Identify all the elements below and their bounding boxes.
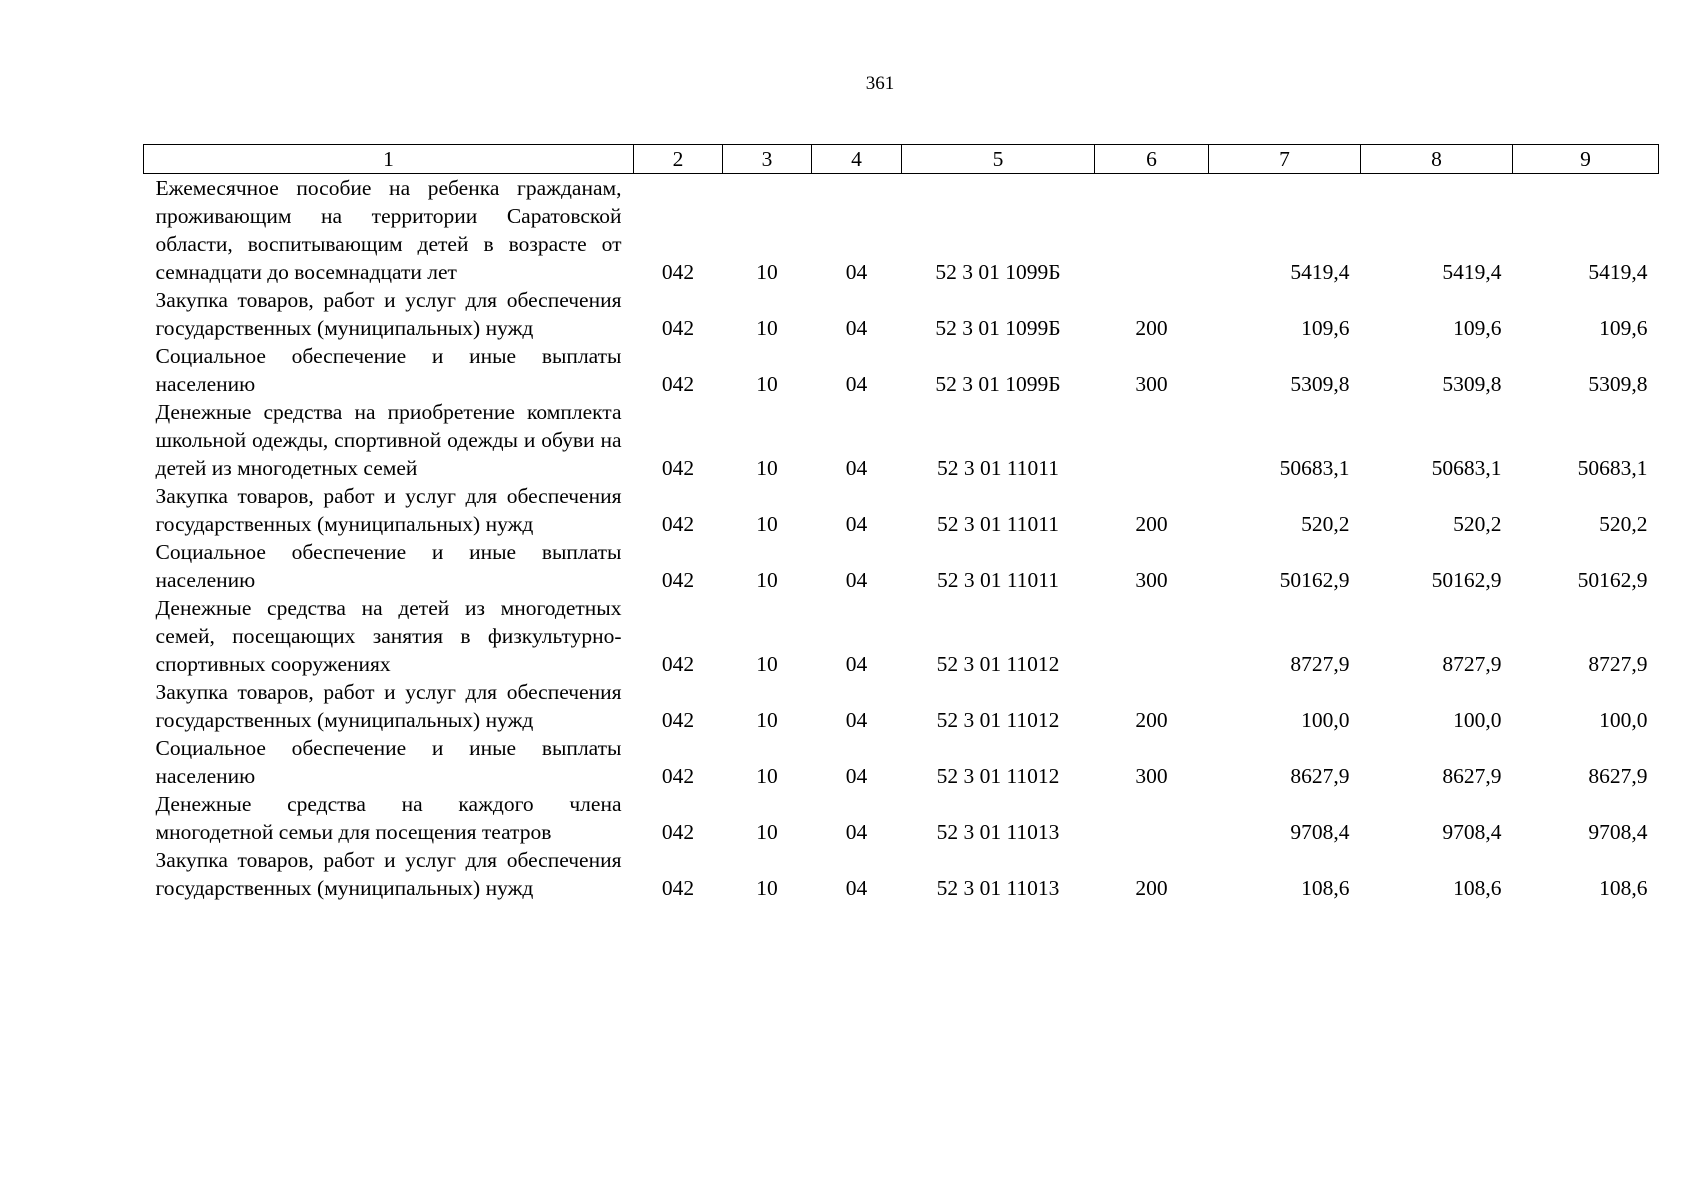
column-header-6: 6 xyxy=(1095,145,1209,174)
cell-ministry-code: 042 xyxy=(661,652,695,676)
table-row xyxy=(144,594,1659,678)
cell-ministry-code: 042 xyxy=(661,708,695,732)
cell-target-article: 52 3 01 11011 xyxy=(936,512,1060,536)
cell-expense-type xyxy=(1095,594,1209,678)
row-name: Закупка товаров, работ и услуг для обеспечения государственных (муниципальных) нужд xyxy=(155,848,622,900)
cell-amount-7: 520,2 xyxy=(1301,512,1350,536)
cell-expense-type: 300 xyxy=(1135,568,1168,592)
cell-section: 10 xyxy=(756,568,778,592)
cell-ministry-code: 042 xyxy=(661,512,695,536)
cell-ministry-code: 042 xyxy=(661,568,695,592)
row-name: Закупка товаров, работ и услуг для обеспечения государственных (муниципальных) нужд xyxy=(155,484,622,536)
cell-ministry-code: 042 xyxy=(661,316,695,340)
column-header-2: 2 xyxy=(634,145,723,174)
cell-amount-7: 8727,9 xyxy=(1290,652,1350,676)
cell-amount-7: 50162,9 xyxy=(1279,568,1350,592)
cell-amount-7: 9708,4 xyxy=(1290,820,1350,844)
cell-subsection: 04 xyxy=(845,456,868,480)
cell-target-article: 52 3 01 11013 xyxy=(936,820,1060,844)
cell-expense-type xyxy=(1095,174,1209,287)
table-row xyxy=(144,398,1659,482)
cell-ministry-code: 042 xyxy=(661,876,695,900)
cell-amount-7: 5419,4 xyxy=(1290,260,1350,284)
cell-amount-9: 8627,9 xyxy=(1588,764,1648,788)
cell-target-article: 52 3 01 1099Б xyxy=(935,316,1061,340)
cell-amount-8: 8627,9 xyxy=(1442,764,1502,788)
cell-amount-7: 8627,9 xyxy=(1290,764,1350,788)
row-name: Денежные средства на каждого члена многодетной семьи для посещения театров xyxy=(155,792,622,844)
cell-expense-type: 300 xyxy=(1135,372,1168,396)
column-header-8: 8 xyxy=(1361,145,1513,174)
cell-amount-9: 9708,4 xyxy=(1588,820,1648,844)
table-row xyxy=(144,678,1659,734)
cell-expense-type: 200 xyxy=(1135,876,1168,900)
cell-expense-type xyxy=(1095,398,1209,482)
cell-amount-7: 100,0 xyxy=(1301,708,1350,732)
page-number: 361 xyxy=(865,73,895,94)
column-header-1: 1 xyxy=(144,145,634,174)
cell-amount-9: 5419,4 xyxy=(1588,260,1648,284)
row-name: Социальное обеспечение и иные выплаты населению xyxy=(155,540,622,592)
cell-amount-7: 108,6 xyxy=(1301,876,1350,900)
cell-ministry-code: 042 xyxy=(661,456,695,480)
cell-section: 10 xyxy=(756,456,778,480)
cell-section: 10 xyxy=(756,820,778,844)
cell-amount-8: 50162,9 xyxy=(1431,568,1502,592)
cell-subsection: 04 xyxy=(845,652,868,676)
cell-amount-8: 5419,4 xyxy=(1442,260,1502,284)
cell-section: 10 xyxy=(756,764,778,788)
cell-amount-8: 50683,1 xyxy=(1431,456,1502,480)
cell-section: 10 xyxy=(756,652,778,676)
cell-amount-8: 5309,8 xyxy=(1442,372,1502,396)
header-row xyxy=(144,145,1659,174)
cell-target-article: 52 3 01 1099Б xyxy=(935,260,1061,284)
cell-ministry-code: 042 xyxy=(661,372,695,396)
cell-amount-9: 8727,9 xyxy=(1588,652,1648,676)
cell-amount-9: 50683,1 xyxy=(1577,456,1648,480)
cell-section: 10 xyxy=(756,260,778,284)
cell-subsection: 04 xyxy=(845,512,868,536)
cell-amount-8: 109,6 xyxy=(1453,316,1502,340)
cell-section: 10 xyxy=(756,372,778,396)
cell-subsection: 04 xyxy=(845,568,868,592)
cell-target-article: 52 3 01 1099Б xyxy=(935,372,1061,396)
column-header-5: 5 xyxy=(902,145,1095,174)
cell-expense-type: 300 xyxy=(1135,764,1168,788)
column-header-7: 7 xyxy=(1209,145,1361,174)
row-name: Ежемесячное пособие на ребенка гражданам, проживающим на территории Саратовской области, воспитывающим детей в возрасте от семнадцати до восемнадцати лет xyxy=(155,176,622,284)
cell-amount-9: 5309,8 xyxy=(1588,372,1648,396)
cell-ministry-code: 042 xyxy=(661,820,695,844)
table-row xyxy=(144,482,1659,538)
row-name: Социальное обеспечение и иные выплаты населению xyxy=(155,344,622,396)
cell-amount-7: 5309,8 xyxy=(1290,372,1350,396)
cell-ministry-code: 042 xyxy=(661,260,695,284)
cell-section: 10 xyxy=(756,316,778,340)
column-header-4: 4 xyxy=(812,145,902,174)
table-row xyxy=(144,538,1659,594)
table-row xyxy=(144,846,1659,902)
row-name: Денежные средства на детей из многодетных семей, посещающих занятия в физкультурно-спортивных сооружениях xyxy=(155,596,622,676)
table-row xyxy=(144,790,1659,846)
cell-target-article: 52 3 01 11013 xyxy=(936,876,1060,900)
cell-subsection: 04 xyxy=(845,876,868,900)
cell-section: 10 xyxy=(756,512,778,536)
cell-subsection: 04 xyxy=(845,764,868,788)
row-name: Закупка товаров, работ и услуг для обеспечения государственных (муниципальных) нужд xyxy=(155,680,622,732)
cell-amount-9: 520,2 xyxy=(1599,512,1648,536)
cell-expense-type xyxy=(1095,790,1209,846)
cell-expense-type: 200 xyxy=(1135,512,1168,536)
cell-amount-8: 9708,4 xyxy=(1442,820,1502,844)
column-header-9: 9 xyxy=(1513,145,1659,174)
budget-table xyxy=(143,144,1659,902)
table-row xyxy=(144,174,1659,287)
cell-target-article: 52 3 01 11011 xyxy=(936,568,1060,592)
row-name: Денежные средства на приобретение комплекта школьной одежды, спортивной одежды и обуви на детей из многодетных семей xyxy=(155,400,622,480)
cell-amount-7: 109,6 xyxy=(1301,316,1350,340)
cell-subsection: 04 xyxy=(845,820,868,844)
cell-amount-9: 109,6 xyxy=(1599,316,1648,340)
cell-subsection: 04 xyxy=(845,316,868,340)
column-header-3: 3 xyxy=(723,145,812,174)
cell-amount-8: 100,0 xyxy=(1453,708,1502,732)
cell-expense-type: 200 xyxy=(1135,316,1168,340)
cell-subsection: 04 xyxy=(845,372,868,396)
table-row xyxy=(144,734,1659,790)
table-row xyxy=(144,342,1659,398)
cell-amount-8: 8727,9 xyxy=(1442,652,1502,676)
cell-subsection: 04 xyxy=(845,708,868,732)
cell-ministry-code: 042 xyxy=(661,764,695,788)
cell-amount-9: 108,6 xyxy=(1599,876,1648,900)
cell-target-article: 52 3 01 11012 xyxy=(936,652,1060,676)
row-name: Закупка товаров, работ и услуг для обеспечения государственных (муниципальных) нужд xyxy=(155,288,622,340)
cell-subsection: 04 xyxy=(845,260,868,284)
cell-target-article: 52 3 01 11011 xyxy=(936,456,1060,480)
cell-section: 10 xyxy=(756,708,778,732)
cell-expense-type: 200 xyxy=(1135,708,1168,732)
cell-section: 10 xyxy=(756,876,778,900)
cell-amount-8: 520,2 xyxy=(1453,512,1502,536)
cell-target-article: 52 3 01 11012 xyxy=(936,764,1060,788)
cell-amount-9: 100,0 xyxy=(1599,708,1648,732)
row-name: Социальное обеспечение и иные выплаты населению xyxy=(155,736,622,788)
cell-amount-9: 50162,9 xyxy=(1577,568,1648,592)
cell-amount-8: 108,6 xyxy=(1453,876,1502,900)
table-row xyxy=(144,286,1659,342)
cell-amount-7: 50683,1 xyxy=(1279,456,1350,480)
cell-target-article: 52 3 01 11012 xyxy=(936,708,1060,732)
